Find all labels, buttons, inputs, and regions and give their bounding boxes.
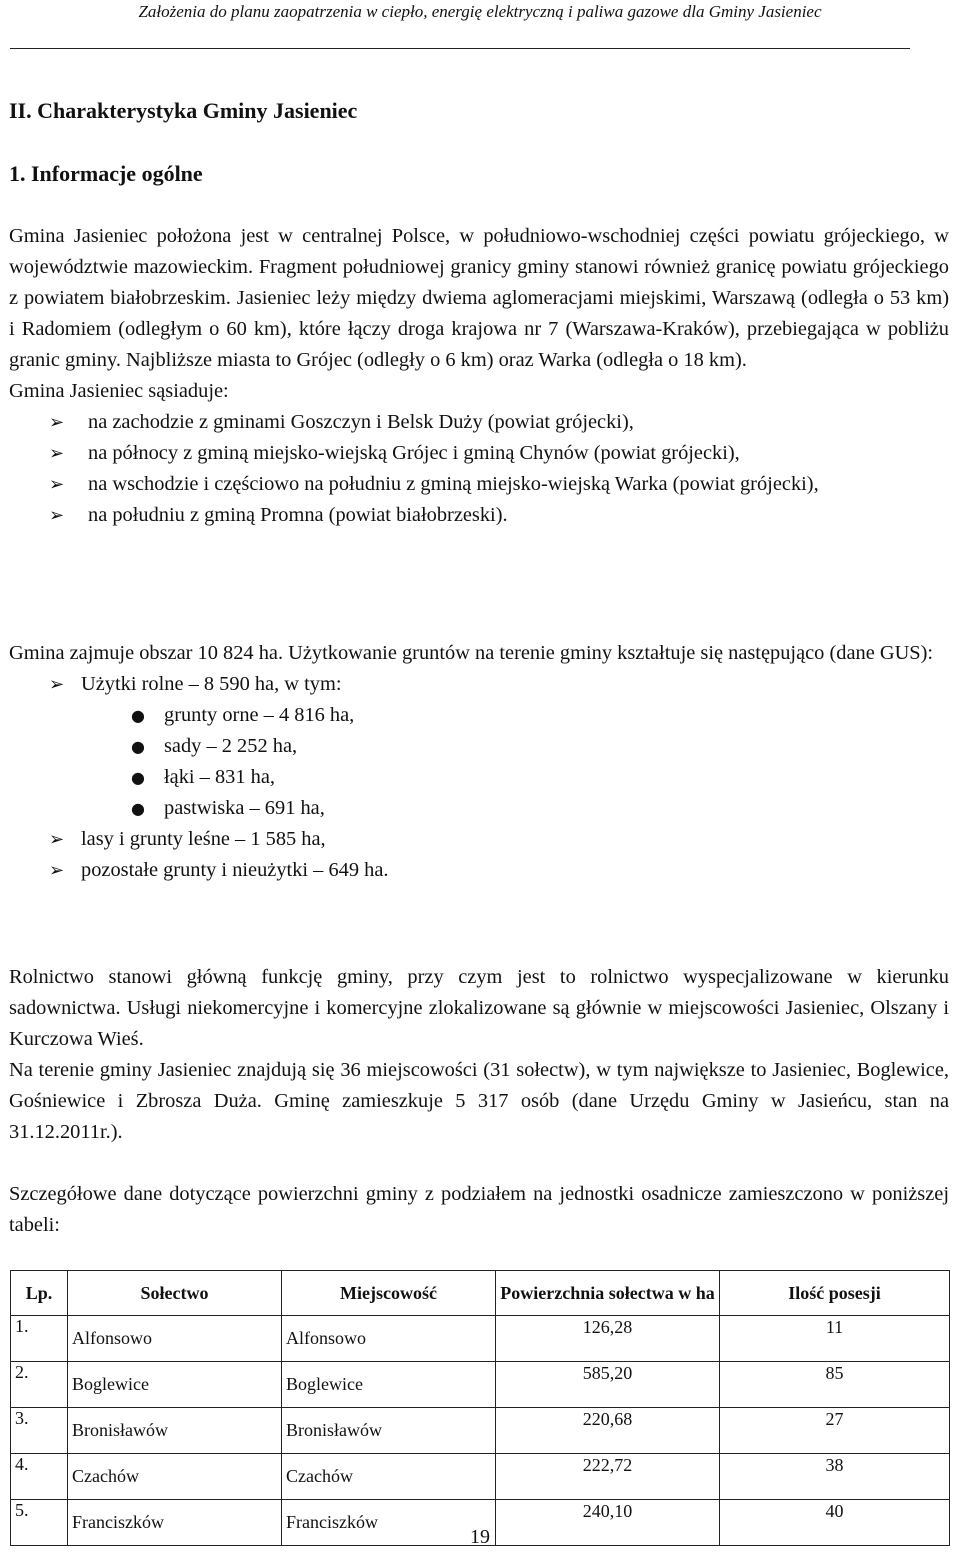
agri-sublist — [9, 700, 949, 824]
arrow-bullet-icon: ➢ — [49, 412, 65, 433]
intro-block — [9, 221, 949, 531]
cell-miejscowosc: Alfonsowo — [282, 1316, 496, 1362]
cell-ilosc: 11 — [720, 1316, 950, 1362]
settlements-table-wrap — [10, 1270, 950, 1546]
neighbors-lead: Gmina Jasieniec sąsiaduje: — [9, 380, 229, 402]
cell-ilosc: 40 — [720, 1500, 950, 1546]
list-item: ➢ na południu z gminą Promna (powiat białobrzeski). — [9, 500, 949, 531]
arrow-bullet-icon: ➢ — [49, 674, 65, 695]
agriculture-paragraph: Rolnictwo stanowi główną funkcję gminy, przy czym jest to rolnictwo wyspecjalizowane w kierunku sadownictwa. Usługi niekomercyjne i komercyjne zlokalizowane są głównie w miejscowości Jasieniec, Olszany i Kurczowa Wieś. — [9, 966, 949, 1050]
cell-powierzchnia: 240,10 — [496, 1500, 720, 1546]
arrow-bullet-icon: ➢ — [49, 860, 65, 881]
villages-paragraph: Na terenie gminy Jasieniec znajdują się 36 miejscowości (31 sołectw), w tym największe to Jasieniec, Boglewice, Gośniewice i Zbrosza Duża. Gminę zamieszkuje 5 317 osób (dane Urzędu Gminy w Jasieńcu, stan na 31.12.2011r.). — [9, 1059, 949, 1143]
list-item: ● pastwiska – 691 ha, — [9, 793, 949, 824]
cell-ilosc: 85 — [720, 1362, 950, 1408]
cell-solectwo: Franciszków — [68, 1500, 282, 1546]
land-use-block — [9, 638, 949, 886]
list-item: ➢ Użytki rolne – 8 590 ha, w tym: — [9, 669, 949, 700]
table-header-row — [11, 1271, 950, 1316]
list-item: ➢ pozostałe grunty i nieużytki – 649 ha. — [9, 855, 949, 886]
dot-bullet-icon: ● — [131, 737, 145, 756]
settlements-table — [10, 1270, 950, 1546]
list-item: ➢ na zachodzie z gminami Goszczyn i Belsk Duży (powiat grójecki), — [9, 407, 949, 438]
cell-lp: 2. — [11, 1362, 68, 1408]
land-use-list — [9, 669, 949, 700]
table-row — [11, 1408, 950, 1454]
table-intro-block — [9, 1179, 949, 1241]
list-item: ➢ na wschodzie i częściowo na południu z gminą miejsko-wiejską Warka (powiat grójecki), — [9, 469, 949, 500]
cell-lp: 4. — [11, 1454, 68, 1500]
header-ilosc-posesji: Ilość posesji — [720, 1271, 950, 1316]
table-intro-paragraph: Szczegółowe dane dotyczące powierzchni gminy z podziałem na jednostki osadnicze zamieszczono w poniższej tabeli: — [9, 1183, 949, 1236]
cell-miejscowosc: Czachów — [282, 1454, 496, 1500]
cell-powierzchnia: 222,72 — [496, 1454, 720, 1500]
land-use-list-2 — [9, 824, 949, 886]
list-item: ● sady – 2 252 ha, — [9, 731, 949, 762]
cell-miejscowosc: Franciszków — [282, 1500, 496, 1546]
page-number: 19 — [470, 1526, 490, 1548]
list-item: ➢ lasy i grunty leśne – 1 585 ha, — [9, 824, 949, 855]
subsection-title: 1. Informacje ogólne — [9, 161, 203, 186]
header-miejscowosc: Miejscowość — [282, 1271, 496, 1316]
cell-solectwo: Bronisławów — [68, 1408, 282, 1454]
list-item: ➢ na północy z gminą miejsko-wiejską Grójec i gminą Chynów (powiat grójecki), — [9, 438, 949, 469]
cell-lp: 5. — [11, 1500, 68, 1546]
arrow-bullet-icon: ➢ — [49, 443, 65, 464]
cell-powierzchnia: 220,68 — [496, 1408, 720, 1454]
dot-bullet-icon: ● — [131, 799, 145, 818]
cell-powierzchnia: 126,28 — [496, 1316, 720, 1362]
agriculture-block — [9, 962, 949, 1148]
arrow-bullet-icon: ➢ — [49, 505, 65, 526]
header-divider — [10, 48, 910, 49]
land-use-lead: Gmina zajmuje obszar 10 824 ha. Użytkowanie gruntów na terenie gminy kształtuje się następująco (dane GUS): — [9, 642, 934, 664]
list-item: ● łąki – 831 ha, — [9, 762, 949, 793]
cell-lp: 1. — [11, 1316, 68, 1362]
dot-bullet-icon: ● — [131, 706, 145, 725]
dot-bullet-icon: ● — [131, 768, 145, 787]
arrow-bullet-icon: ➢ — [49, 829, 65, 850]
cell-powierzchnia: 585,20 — [496, 1362, 720, 1408]
header-solectwo: Sołectwo — [68, 1271, 282, 1316]
cell-lp: 3. — [11, 1408, 68, 1454]
list-item: ● grunty orne – 4 816 ha, — [9, 700, 949, 731]
arrow-bullet-icon: ➢ — [49, 474, 65, 495]
intro-paragraph: Gmina Jasieniec położona jest w centralnej Polsce, w południowo-wschodniej części powiatu grójeckiego, w województwie mazowieckim. Fragment południowej granicy gminy stanowi również granicę powiatu grójeckiego z powiatem białobrzeskim. Jasieniec leży między dwiema aglomeracjami miejskimi, Warszawą (odległa o 53 km) i Radomiem (odległym o 60 km), które łączy droga krajowa nr 7 (Warszawa-Kraków), przebiegająca w pobliżu granic gminy. Najbliższe miasta to Grójec (odległy o 6 km) oraz Warka (odległa o 18 km). — [9, 225, 949, 371]
cell-ilosc: 38 — [720, 1454, 950, 1500]
cell-solectwo: Boglewice — [68, 1362, 282, 1408]
cell-solectwo: Czachów — [68, 1454, 282, 1500]
header-powierzchnia: Powierzchnia sołectwa w ha — [496, 1271, 720, 1316]
cell-solectwo: Alfonsowo — [68, 1316, 282, 1362]
running-header: Założenia do planu zaopatrzenia w ciepło, energię elektryczną i paliwa gazowe dla Gminy Jasieniec — [138, 2, 822, 21]
table-row — [11, 1316, 950, 1362]
cell-ilosc: 27 — [720, 1408, 950, 1454]
section-title: II. Charakterystyka Gminy Jasieniec — [9, 98, 358, 123]
cell-miejscowosc: Boglewice — [282, 1362, 496, 1408]
header-lp: Lp. — [11, 1271, 68, 1316]
table-row — [11, 1362, 950, 1408]
cell-miejscowosc: Bronisławów — [282, 1408, 496, 1454]
table-row — [11, 1454, 950, 1500]
neighbors-list — [9, 407, 949, 531]
